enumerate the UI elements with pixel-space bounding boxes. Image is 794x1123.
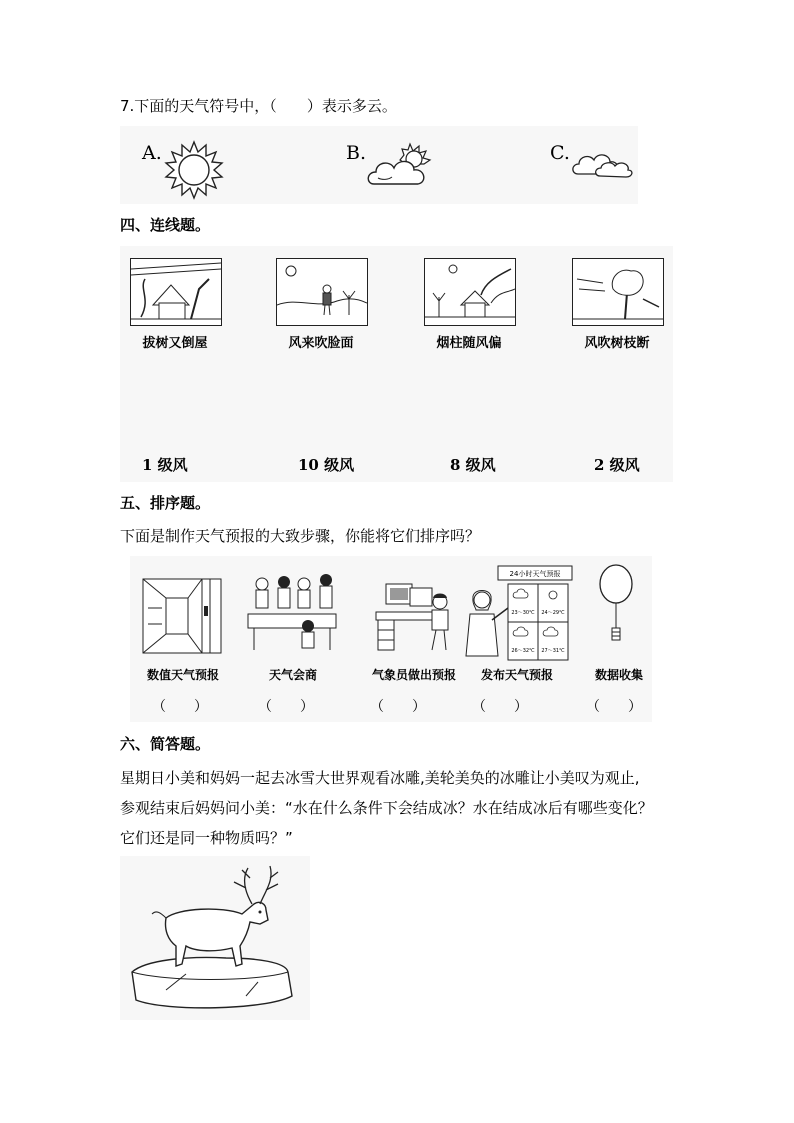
step-caption: 数值天气预报 [146,668,219,682]
storm-house-picture [130,258,222,326]
answer-blank[interactable]: （ ） [152,699,208,715]
picture-caption: 拔树又倒屋 [142,336,208,351]
wind-level-label: 8 级风 [450,456,496,474]
step-caption: 数据收集 [594,668,643,682]
forecaster-picture [374,576,454,656]
board-temp-text: 26～32℃ [511,648,535,654]
meeting-picture [244,570,340,656]
tree-branch-picture [572,258,664,326]
answer-blank[interactable]: （ ） [472,699,528,715]
section-5-heading: 五、排序题。 [120,494,211,512]
question-text-line: 星期日小美和妈妈一起去冰雪大世界观看冰雕,美轮美奂的冰雕让小美叹为观止, [120,769,640,787]
forecast-board-title: 24小时天气预报 [509,570,561,578]
ice-sculpture-panel [120,856,310,1020]
section-5-prompt: 下面是制作天气预报的大致步骤，你能将它们排序吗？ [120,527,481,545]
girl-breeze-picture [276,258,368,326]
answer-blank[interactable]: （ ） [258,699,314,715]
question-text-line: 参观结束后妈妈问小美：“水在什么条件下会结成冰？水在结成冰后有哪些变化？ [120,799,653,817]
answer-blank[interactable]: （ ） [370,699,426,715]
board-temp-text: 27～31℃ [541,648,565,654]
option-c-label: C. [550,142,570,164]
picture-caption: 烟柱随风偏 [436,336,502,351]
step-caption: 发布天气预报 [480,668,553,682]
board-temp-text: 23～30℃ [511,610,535,616]
sun-behind-cloud-icon [364,140,436,192]
question-7-stem: 7.下面的天气符号中，（ ）表示多云。 [120,97,397,115]
wind-level-label: 2 级风 [594,456,640,474]
sun-icon [164,140,224,200]
smoke-house-picture [424,258,516,326]
weather-balloon-picture [596,562,636,648]
step-caption: 天气会商 [268,668,317,682]
reindeer-ice-sculpture-picture [126,860,306,1018]
option-a-label: A. [142,142,162,164]
question-text-line: 它们还是同一种物质吗？” [120,829,293,847]
wind-level-label: 10 级风 [298,456,355,474]
picture-caption: 风吹树枝断 [584,336,650,351]
answer-blank[interactable]: （ ） [586,699,642,715]
q7-options-panel [120,126,638,204]
wind-level-label: 1 级风 [142,456,188,474]
option-b-label: B. [346,142,367,164]
wind-matching-panel [120,246,673,482]
board-temp-text: 24～29℃ [541,610,565,616]
forecast-steps-panel [130,556,652,722]
step-caption: 气象员做出预报 [371,668,456,682]
picture-caption: 风来吹脸面 [288,336,354,351]
presenter-picture [462,564,574,664]
section-4-heading: 四、连线题。 [120,216,211,234]
cloud-icon [570,142,634,182]
section-6-heading: 六、简答题。 [120,735,211,753]
computer-room-picture [142,578,222,654]
